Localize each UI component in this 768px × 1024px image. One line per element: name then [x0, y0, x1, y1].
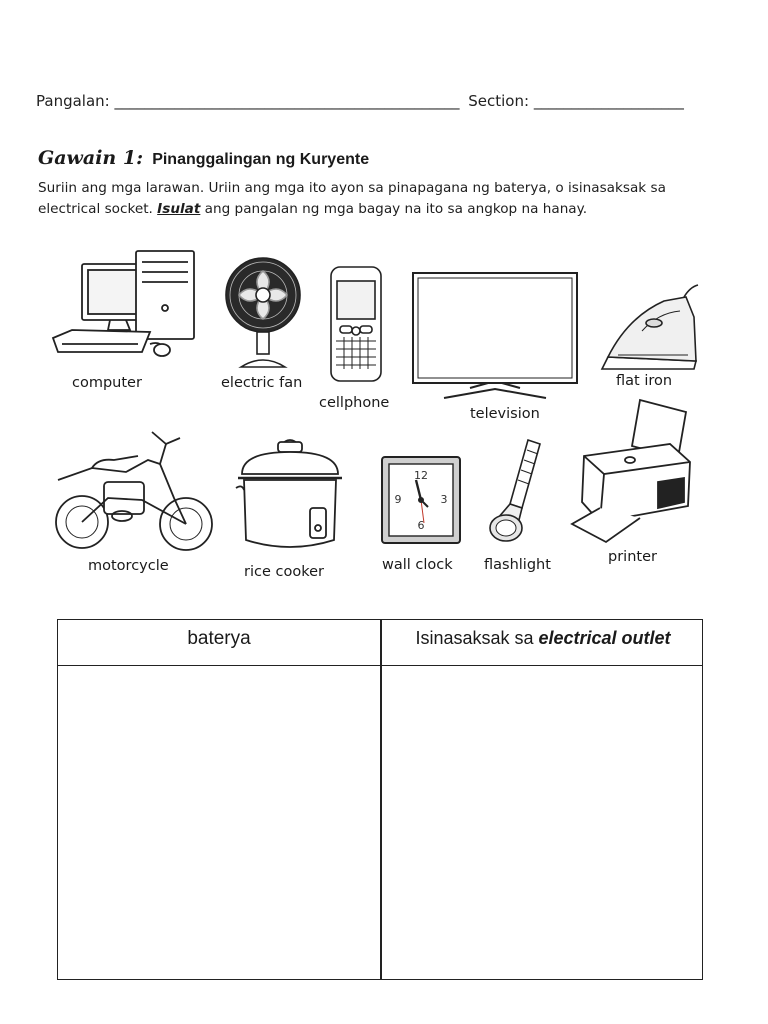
item-label-motorcycle: motorcycle: [88, 558, 169, 574]
column-header-outlet: [382, 628, 704, 649]
rice-cooker-icon: [234, 432, 346, 556]
item-label-printer: printer: [608, 549, 657, 565]
classification-table: [57, 619, 703, 980]
item-label-electric-fan: electric fan: [221, 375, 303, 391]
item-label-television: television: [470, 406, 540, 422]
instruction-line-1: Suriin ang mga larawan. Uriin ang mga ito ayon sa pinapagana ng baterya, o isinasaksak sa: [38, 180, 666, 196]
item-label-computer: computer: [72, 375, 142, 391]
computer-icon: [50, 248, 200, 368]
answer-cell-baterya[interactable]: [58, 666, 380, 979]
item-label-flashlight: flashlight: [484, 557, 551, 573]
motorcycle-icon: [52, 420, 216, 556]
activity-title: Pinanggalingan ng Kuryente: [152, 151, 370, 168]
item-label-wall-clock: wall clock: [382, 557, 453, 573]
flat-iron-icon: [598, 283, 700, 375]
svg-text:6: 6: [417, 519, 425, 532]
svg-text:12: 12: [414, 469, 428, 482]
flashlight-icon: [488, 436, 550, 548]
instruction-line-2-start: electrical socket.: [38, 201, 158, 217]
name-section-line: [36, 92, 684, 110]
column-header-baterya: baterya: [187, 628, 251, 649]
item-label-flat-iron: flat iron: [616, 373, 673, 389]
instruction-line-2: [38, 199, 738, 220]
svg-text:3: 3: [440, 493, 448, 506]
instruction-line-2-end: ang pangalan ng mga bagay na ito sa angkop na hanay.: [200, 201, 588, 217]
name-field[interactable]: Pangalan: ______________________________________________: [36, 92, 460, 110]
answer-cell-outlet[interactable]: [382, 666, 702, 979]
instruction-emphasis: Isulat: [157, 201, 201, 217]
instructions: [38, 178, 738, 220]
activity-heading: [38, 147, 369, 169]
item-label-rice-cooker: rice cooker: [244, 564, 324, 580]
column-header-outlet-start: Isinasaksak sa: [415, 628, 539, 648]
television-icon: [410, 270, 580, 408]
section-field[interactable]: Section: ____________________: [468, 92, 684, 110]
item-label-cellphone: cellphone: [319, 395, 390, 411]
cellphone-icon: [328, 265, 384, 385]
activity-number: Gawain 1:: [38, 147, 144, 169]
column-header-outlet-bold: electrical outlet: [538, 628, 671, 648]
wall-clock-icon: [380, 455, 462, 547]
electric-fan-icon: [223, 255, 305, 373]
printer-icon: [570, 398, 694, 544]
svg-text:9: 9: [394, 493, 402, 506]
